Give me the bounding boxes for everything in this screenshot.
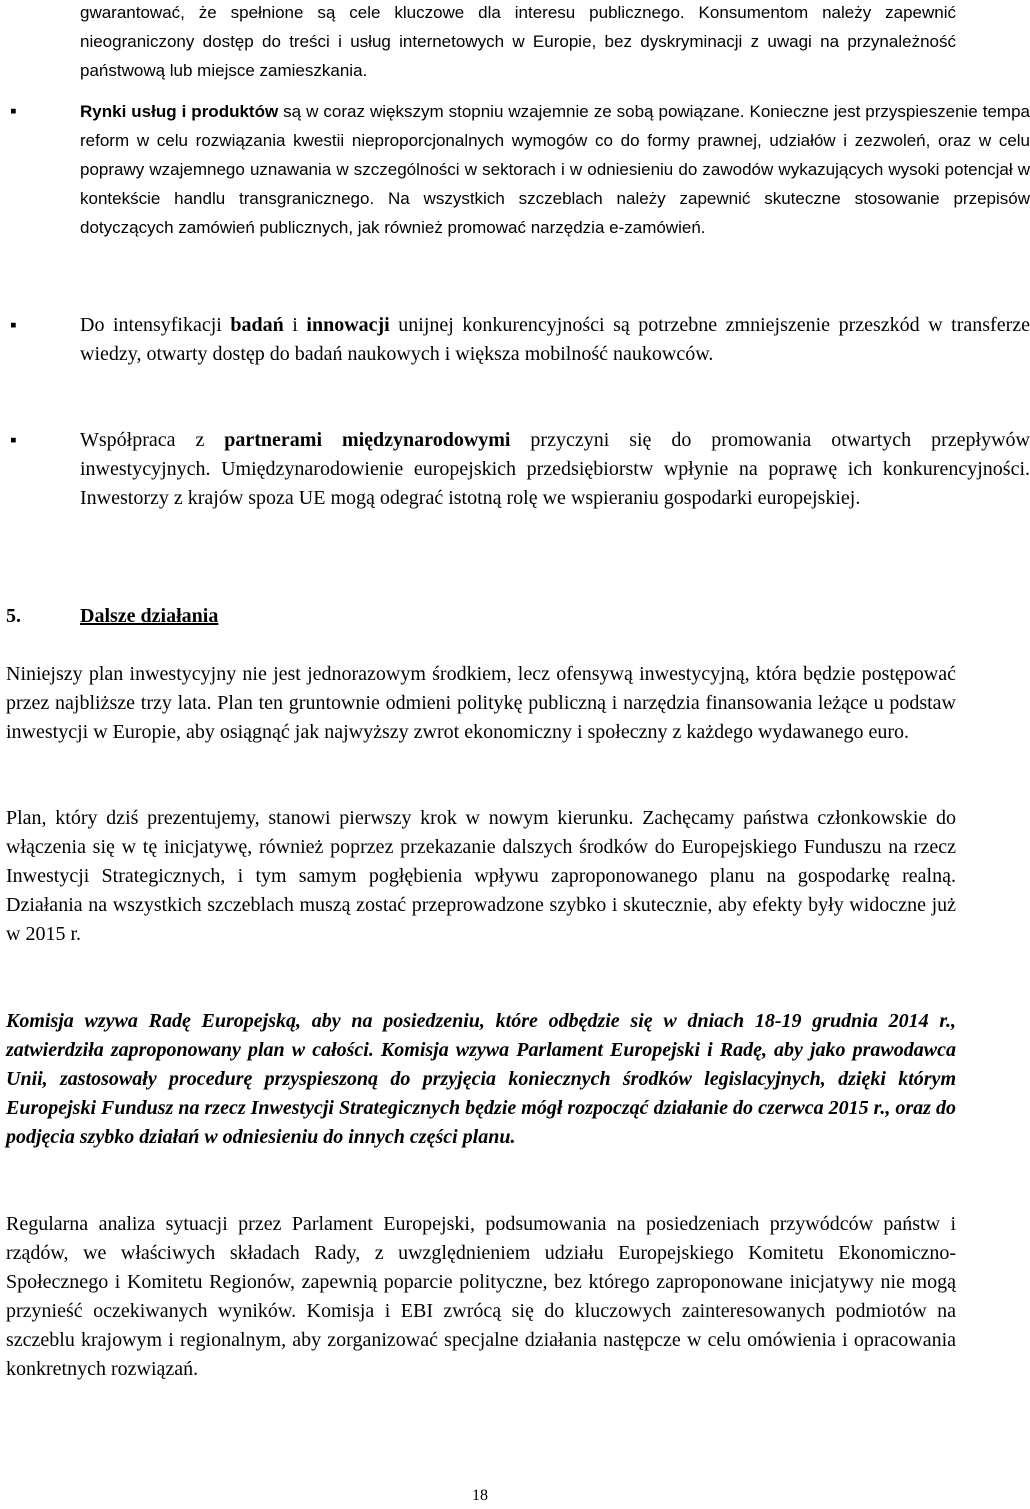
bullet-body: są w coraz większym stopniu wzajemnie ze sobą powiązane. Konieczne jest przyspieszenie tempa reform w celu rozwiązania kwestii nieproporcjonalnych wymogów co do formy prawnej, udziałów i zezwoleń, oraz w celu poprawy wzajemnego uznawania w szczególności w sektorach i w odniesieniu do zawodów wykazujących wysoki potencjał w kontekście handlu transgranicznego. Na wszystkich szczeblach należy zapewnić skuteczne stosowanie przepisów dotyczących zamówień publicznych, jak również promować narzędzia e-zamówień. <box>80 102 1030 237</box>
bullet-text <box>80 311 1030 369</box>
section-title: Dalsze działania <box>80 605 219 627</box>
bullet-mid: i <box>283 314 307 336</box>
bullet-marker: ▪ <box>10 430 17 451</box>
bullet-body: unijnej konkurencyjności są potrzebne zmniejszenie przeszkód w transferze wiedzy, otwarty dostęp do badań naukowych i większa mobilność naukowców. <box>80 314 1030 365</box>
bullet-bold: Rynki usług i produktów <box>80 102 279 121</box>
bullet-marker: ▪ <box>10 101 17 122</box>
bullet-research-innovation <box>6 311 1030 369</box>
paragraph-3: Komisja wzywa Radę Europejską, aby na posiedzeniu, które odbędzie się w dniach 18-19 grudnia 2014 r., zatwierdziła zaproponowany plan w całości. Komisja wzywa Parlament Europejski i Radę, aby jako prawodawca Unii, zastosowały procedurę przyspieszoną do przyjęcia koniecznych środków legislacyjnych, dzięki którym Europejski Fundusz na rzecz Inwestycji Strategicznych będzie mógł rozpocząć działanie do czerwca 2015 r., oraz do podjęcia szybko działań w odniesieniu do innych części planu. <box>6 1010 956 1148</box>
continuation-paragraph: gwarantować, że spełnione są cele kluczowe dla interesu publicznego. Konsumentom należy zapewnić nieograniczony dostęp do treści i usług internetowych w Europie, bez dyskryminacji z uwagi na przynależność państwową lub miejsce zamieszkania. <box>80 3 956 80</box>
bullet-body: przyczyni się do promowania otwartych przepływów inwestycyjnych. Umiędzynarodowienie europejskich przedsiębiorstw wpłynie na poprawę ich konkurencyjności. Inwestorzy z krajów spoza UE mogą odegrać istotną rolę we wspieraniu gospodarki europejskiej. <box>80 429 1030 509</box>
bullet-bold: partnerami międzynarodowymi <box>224 429 511 451</box>
section-heading <box>6 602 218 631</box>
paragraph-2: Plan, który dziś prezentujemy, stanowi pierwszy krok w nowym kierunku. Zachęcamy państwa członkowskie do włączenia się w tę inicjatywę, również poprzez przekazanie dalszych środków do Europejskiego Funduszu na rzecz Inwestycji Strategicznych, i tym samym pogłębienia wpływu zaproponowanego planu na gospodarkę realną. Działania na wszystkich szczeblach muszą zostać przeprowadzone szybko i skutecznie, aby efekty były widoczne już w 2015 r. <box>6 807 956 945</box>
bullet-pre: Współpraca z <box>80 429 225 451</box>
section-number: 5. <box>6 605 21 627</box>
paragraph-1: Niniejszy plan inwestycyjny nie jest jednorazowym środkiem, lecz ofensywą inwestycyjną, która będzie postępować przez najbliższe trzy lata. Plan ten gruntownie odmieni politykę publiczną i narzędzia finansowania leżące u podstaw inwestycji w Europie, aby osiągnąć jak najwyższy zwrot ekonomiczny i społeczny z każdego wydawanego euro. <box>6 663 956 743</box>
bullet-international-partners <box>6 426 1030 513</box>
paragraph-4: Regularna analiza sytuacji przez Parlament Europejski, podsumowania na posiedzeniach przywódców państw i rządów, we właściwych składach Rady, z uwzględnieniem udziału Europejskiego Komitetu Ekonomiczno-Społecznego i Komitetu Regionów, zapewnią poparcie polityczne, bez którego zaproponowane inicjatywy nie mogą przynieść oczekiwanych wyników. Komisja i EBI zwrócą się do kluczowych zainteresowanych podmiotów na szczeblu krajowym i regionalnym, aby zorganizować specjalne działania następcze w celu omówienia i opracowania konkretnych rozwiązań. <box>6 1213 956 1380</box>
bullet-text <box>80 97 1030 242</box>
bullet-text <box>80 426 1030 513</box>
page-number: 18 <box>472 1487 488 1504</box>
bullet-pre: Do intensyfikacji <box>80 314 231 336</box>
bullet-bold-research: badań <box>230 314 284 336</box>
bullet-services-markets <box>6 97 1030 242</box>
bullet-bold-innovation: innowacji <box>306 314 390 336</box>
bullet-marker: ▪ <box>10 315 17 336</box>
